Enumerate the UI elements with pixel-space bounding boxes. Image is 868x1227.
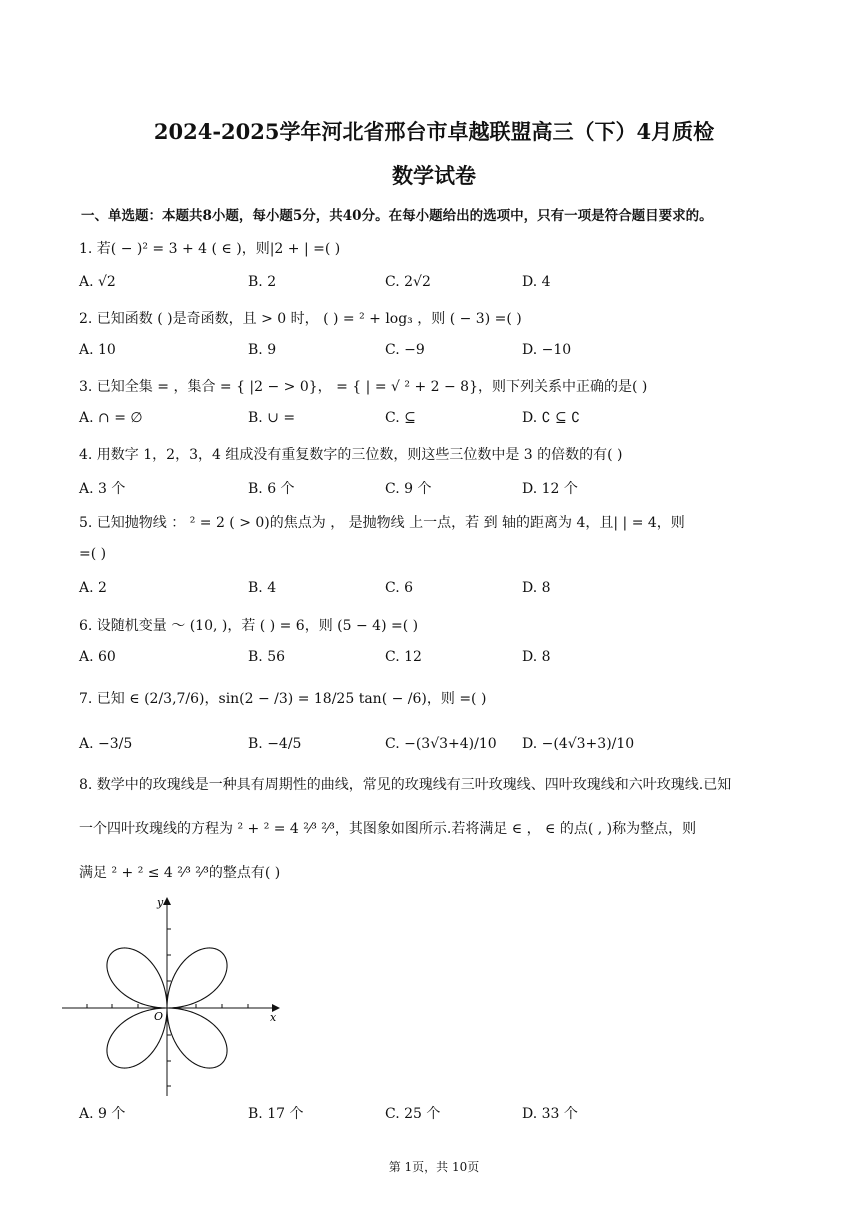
question-3-option-d: D. ∁ ⊆ ∁	[522, 410, 581, 426]
question-1-option-a: A. √2	[79, 274, 116, 290]
question-8-stem: 8. 数学中的玫瑰线是一种具有周期性的曲线，常见的玫瑰线有三叶玫瑰线、四叶玫瑰线和六叶玫瑰线.已知	[79, 777, 732, 793]
question-1-stem: 1. 若( − )² = 3 + 4 ( ∈ )，则|2 + | =( )	[79, 241, 341, 257]
rose-curve-figure	[60, 893, 290, 1098]
paper-title: 2024-2025学年河北省邢台市卓越联盟高三（下）4月质检	[153, 119, 715, 144]
origin-label: O	[154, 1010, 164, 1023]
question-2-option-a: A. 10	[79, 342, 116, 358]
question-6-stem: 6. 设随机变量 ～ (10, )，若 ( ) = 6，则 (5 − 4) =( )	[79, 618, 419, 634]
question-8-stem-cont2: 满足 ² + ² ≤ 4 ²⁄³ ²⁄³的整点有( )	[79, 865, 281, 881]
question-7-option-b: B. −4/5	[248, 736, 302, 752]
question-8-stem-cont: 一个四叶玫瑰线的方程为 ² + ² = 4 ²⁄³ ²⁄³，其图象如图所示.若将满足 ∈ ， ∈ 的点( , )称为整点，则	[79, 821, 697, 837]
question-8-option-a: A. 9 个	[79, 1106, 126, 1122]
question-5-stem-cont: =( )	[79, 546, 107, 562]
question-6-option-d: D. 8	[522, 649, 551, 665]
question-5-stem: 5. 已知抛物线 ： ² = 2 ( > 0)的焦点为 ， 是抛物线 上一点，若 到 轴的距离为 4，且| | = 4，则	[79, 515, 685, 531]
question-2-option-b: B. 9	[248, 342, 277, 358]
question-6-option-c: C. 12	[385, 649, 422, 665]
question-5-option-a: A. 2	[79, 580, 107, 596]
question-1-option-c: C. 2√2	[385, 274, 431, 290]
x-axis-label: x	[270, 1011, 277, 1024]
question-3-option-c: C. ⊆	[385, 410, 416, 426]
question-3-option-b: B. ∪ =	[248, 410, 296, 426]
question-6-option-b: B. 56	[248, 649, 286, 665]
question-7-option-a: A. −3/5	[79, 736, 133, 752]
question-7-option-c: C. −(3√3+4)/10	[385, 736, 497, 752]
question-6-option-a: A. 60	[79, 649, 116, 665]
question-3-option-a: A. ∩ = ∅	[79, 410, 143, 426]
question-5-option-d: D. 8	[522, 580, 551, 596]
question-5-option-c: C. 6	[385, 580, 414, 596]
question-4-stem: 4. 用数字 1，2，3，4 组成没有重复数字的三位数，则这些三位数中是 3 的倍数的有( )	[79, 447, 623, 463]
section-heading: 一、单选题：本题共8小题，每小题5分，共40分。在每小题给出的选项中，只有一项是符合题目要求的。	[81, 208, 713, 224]
question-3-stem: 3. 已知全集 = ，集合 = { |2 − > 0}， = { | = √ ² + 2 − 8}，则下列关系中正确的是( )	[79, 379, 648, 395]
question-7-stem: 7. 已知 ∈ (2/3,7/6)，sin(2 − /3) = 18/25 tan( − /6)，则 =( )	[79, 691, 487, 707]
question-2-stem: 2. 已知函数 ( )是奇函数，且 > 0 时， ( ) = ² + log₃ ，则 ( − 3) =( )	[79, 311, 522, 327]
question-1-option-b: B. 2	[248, 274, 277, 290]
question-4-option-c: C. 9 个	[385, 481, 432, 497]
question-8-option-b: B. 17 个	[248, 1106, 304, 1122]
question-1-option-d: D. 4	[522, 274, 551, 290]
question-2-option-d: D. −10	[522, 342, 572, 358]
page-footer: 第 1页，共 10页	[388, 1160, 480, 1174]
question-4-option-d: D. 12 个	[522, 481, 578, 497]
question-5-option-b: B. 4	[248, 580, 277, 596]
question-7-option-d: D. −(4√3+3)/10	[522, 736, 635, 752]
y-axis-label: y	[157, 896, 164, 909]
question-4-option-a: A. 3 个	[79, 481, 126, 497]
question-8-option-c: C. 25 个	[385, 1106, 441, 1122]
paper-subtitle: 数学试卷	[392, 163, 476, 188]
question-2-option-c: C. −9	[385, 342, 425, 358]
question-4-option-b: B. 6 个	[248, 481, 295, 497]
question-8-option-d: D. 33 个	[522, 1106, 578, 1122]
